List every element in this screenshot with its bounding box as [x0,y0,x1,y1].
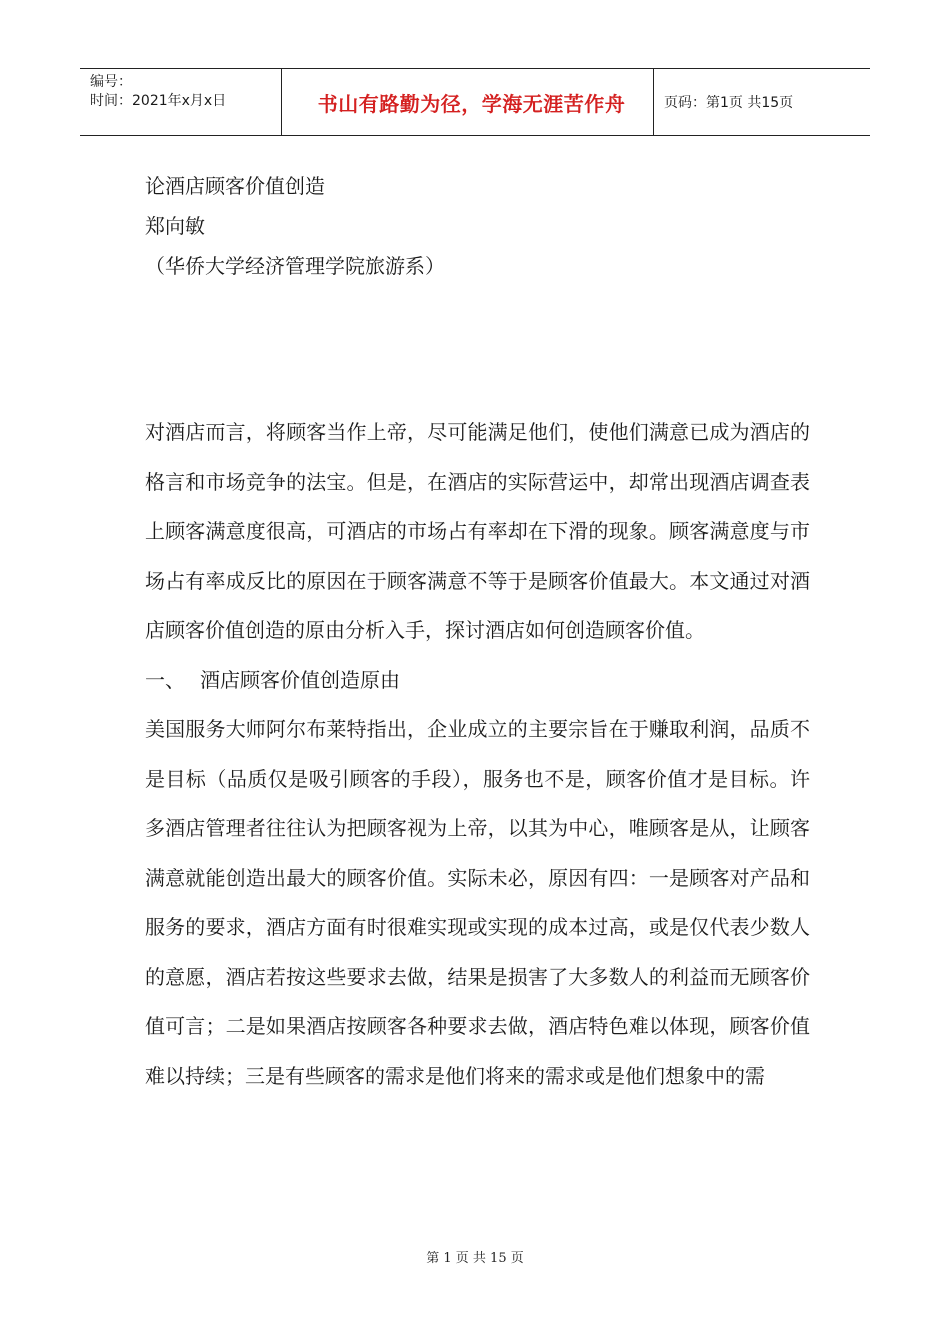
section-paragraph: 美国服务大师阿尔布莱特指出，企业成立的主要宗旨在于赚取利润，品质不是目标（品质仅是吸引顾客的手段），服务也不是，顾客价值才是目标。许多酒店管理者往往认为把顾客视为上帝，以其为中心，唯顾客是从，让顾客满意就能创造出最大的顾客价值。实际未必，原因有四：一是顾客对产品和服务的要求，酒店方面有时很难实现或实现的成本过高，或是仅代表少数人的意愿，酒店若按这些要求去做，结果是损害了大多数人的利益而无顾客价值可言；二是如果酒店按顾客各种要求去做，酒店特色难以体现，顾客价值难以持续；三是有些顾客的需求是他们将来的需求或是他们想象中的需 [145,717,810,1088]
document-header [80,68,870,136]
document-body [145,166,810,1101]
header-motto-cell [282,69,654,135]
article-title: 论酒店顾客价值创造 [145,174,325,198]
header-page-cell [654,69,870,135]
section-number: 一、 [145,667,185,692]
intro-paragraph: 对酒店而言，将顾客当作上帝，尽可能满足他们，使他们满意已成为酒店的格言和市场竞争的法宝。但是，在酒店的实际营运中，却常出现酒店调查表上顾客满意度很高，可酒店的市场占有率却在下滑的现象。顾客满意度与市场占有率成反比的原因在于顾客满意不等于是顾客价值最大。本文通过对酒店顾客价值创造的原由分析入手，探讨酒店如何创造顾客价值。 [145,420,810,642]
page-footer: 第 1 页 共 15 页 [426,1251,524,1266]
article-affiliation: （华侨大学经济管理学院旅游系） [145,254,445,278]
header-page-info: 页码：第1页 共15页 [664,95,794,111]
serial-number-label: 编号： [90,74,132,90]
blank-space [145,286,810,408]
section-heading [145,656,810,706]
date-line: 时间：2021年x月x日 [90,93,227,109]
header-meta-cell [80,69,282,135]
header-motto: 书山有路勤为径，学海无涯苦作舟 [317,91,626,116]
article-author: 郑向敏 [145,214,205,238]
section-title: 酒店顾客价值创造原由 [200,667,400,692]
